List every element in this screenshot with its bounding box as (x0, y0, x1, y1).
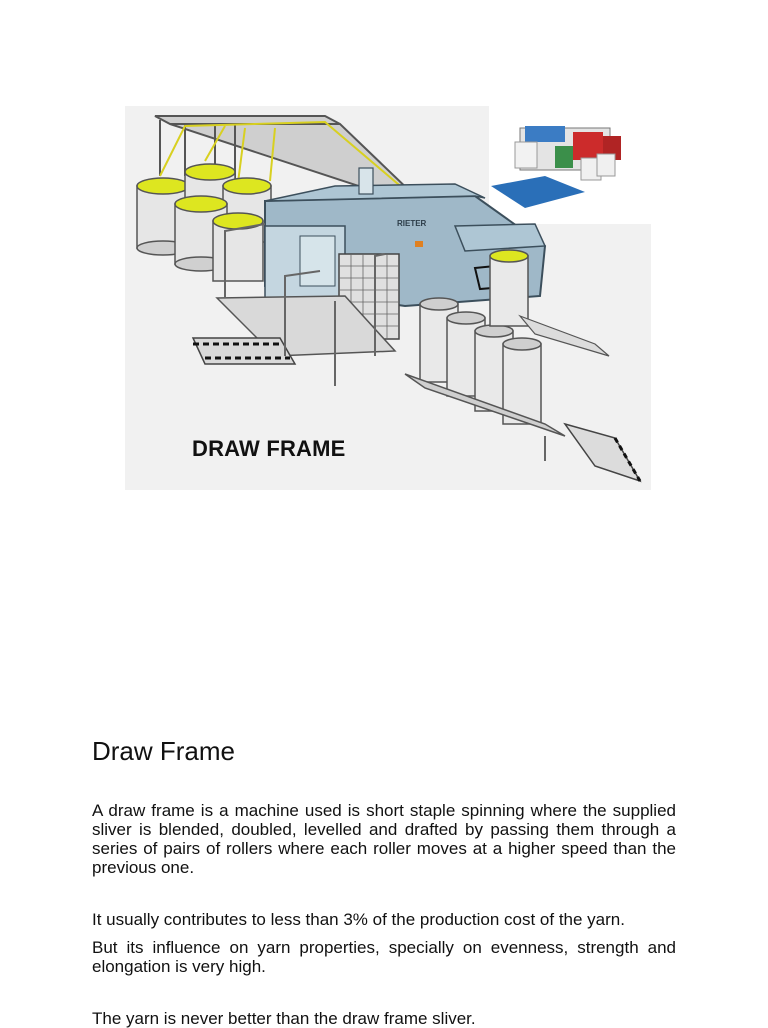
draw-frame-diagram (125, 106, 651, 490)
paragraph-cost: It usually contributes to less than 3% of the production cost of the yarn. (92, 910, 625, 929)
draw-frame-illustration (125, 106, 651, 490)
paragraph-influence: But its influence on yarn properties, specially on evenness, strength and elongation is very high. (92, 938, 676, 976)
paragraph-conclusion: The yarn is never better than the draw frame sliver. (92, 1009, 476, 1028)
figure-caption: DRAW FRAME (192, 436, 346, 461)
machine-brand-label: RIETER (397, 219, 427, 228)
paragraph-definition: A draw frame is a machine used is short staple spinning where the supplied sliver is blended, doubled, levelled and drafted by passing them through a series of pairs of rollers where each roller moves at a higher speed than the previous one. (92, 801, 676, 877)
inset-machine-photo (491, 126, 621, 208)
section-heading: Draw Frame (92, 736, 236, 766)
